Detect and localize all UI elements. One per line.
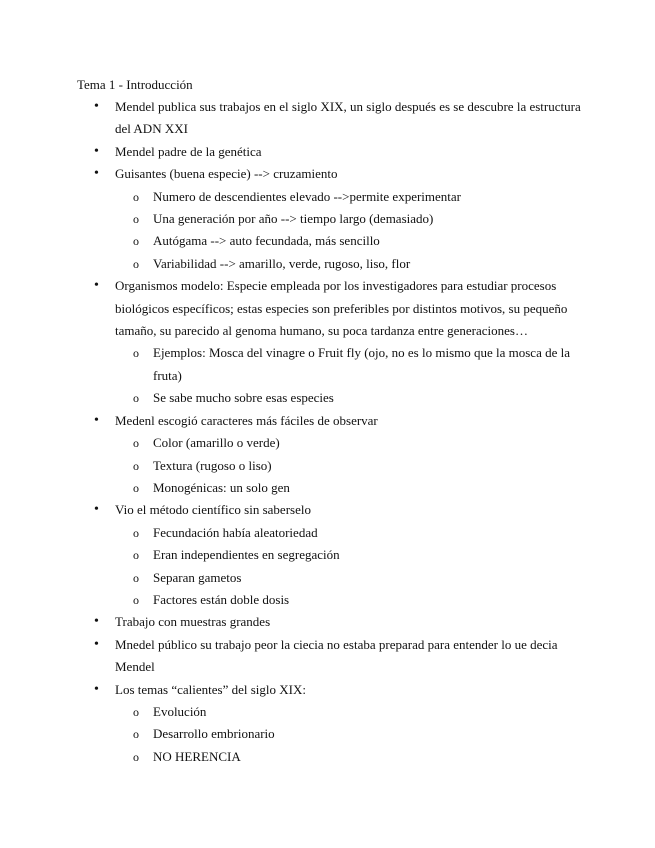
list-item bbox=[0, 141, 585, 163]
sub-list-item-text: o Fecundación había aleatoriedad bbox=[153, 524, 318, 540]
sub-list-item-text: o Evolución bbox=[153, 703, 207, 719]
sub-list-item-text: o Monogénicas: un solo gen bbox=[153, 479, 290, 495]
list-item-text: • Mendel publica sus trabajos en el siglo XIX, un siglo después es se descubre la estructura del ADN XXI bbox=[115, 99, 581, 137]
list-item bbox=[0, 499, 585, 611]
sub-list-item bbox=[115, 723, 585, 745]
sub-list-item bbox=[115, 387, 585, 409]
sub-list bbox=[115, 186, 585, 276]
sub-list-item-text: o Variabilidad --> amarillo, verde, rugoso, liso, flor bbox=[153, 255, 411, 271]
sub-list-item bbox=[115, 208, 585, 230]
list-item-text: • Organismos modelo: Especie empleada por los investigadores para estudiar procesos biológicos específicos; estas especies son preferibles por distintos motivos, su pequeño tamaño, su parecido al genoma humano, su poca tardanza entre generaciones… bbox=[115, 278, 568, 339]
list-item-text: • Mnedel público su trabajo peor la ciecia no estaba preparad para entender lo ue decia Mendel bbox=[115, 636, 558, 675]
sub-list-item-text: o Factores están doble dosis bbox=[153, 591, 290, 607]
list-item bbox=[0, 634, 585, 679]
sub-list-item-text: o NO HERENCIA bbox=[153, 748, 241, 764]
sub-list-item bbox=[115, 253, 585, 275]
sub-list bbox=[115, 701, 585, 768]
sub-list-item bbox=[115, 455, 585, 477]
list-item-text: • Guisantes (buena especie) --> cruzamiento bbox=[115, 166, 338, 182]
sub-list-item-text: o Separan gametos bbox=[153, 569, 242, 585]
list-item-text: • Mendel padre de la genética bbox=[115, 143, 262, 159]
list-item-text: • Los temas “calientes” del siglo XIX: bbox=[115, 681, 306, 697]
sub-list bbox=[115, 342, 585, 409]
sub-list-item-text: o Desarrollo embrionario bbox=[153, 726, 275, 742]
sub-list-item-text: o Autógama --> auto fecundada, más sencillo bbox=[153, 233, 380, 249]
sub-list-item bbox=[115, 342, 585, 387]
sub-list-item bbox=[115, 567, 585, 589]
sub-list-item bbox=[115, 522, 585, 544]
list-item bbox=[0, 679, 585, 769]
sub-list-item-text: o Se sabe mucho sobre esas especies bbox=[153, 390, 334, 406]
sub-list bbox=[115, 522, 585, 612]
sub-list-item-text: o Eran independientes en segregación bbox=[153, 547, 340, 563]
sub-list-item bbox=[115, 701, 585, 723]
sub-list bbox=[115, 432, 585, 499]
main-bullet-list bbox=[0, 96, 655, 768]
list-item bbox=[0, 611, 585, 633]
sub-list-item bbox=[115, 432, 585, 454]
sub-list-item bbox=[115, 746, 585, 768]
list-item-text: • Vio el método científico sin saberselo bbox=[115, 502, 311, 518]
sub-list-item-text: o Ejemplos: Mosca del vinagre o Fruit fly (ojo, no es lo mismo que la mosca de la fruta) bbox=[153, 345, 571, 383]
sub-list-item bbox=[115, 544, 585, 566]
document-title: Tema 1 - Introducción bbox=[77, 77, 193, 92]
sub-list-item-text: o Una generación por año --> tiempo largo (demasiado) bbox=[153, 211, 434, 227]
list-item bbox=[0, 96, 585, 141]
list-item bbox=[0, 163, 585, 275]
sub-list-item bbox=[115, 589, 585, 611]
sub-list-item-text: o Color (amarillo o verde) bbox=[153, 435, 280, 451]
sub-list-item bbox=[115, 230, 585, 252]
list-item bbox=[0, 275, 585, 409]
list-item bbox=[0, 410, 585, 500]
list-item-text: • Trabajo con muestras grandes bbox=[115, 614, 271, 630]
sub-list-item-text: o Textura (rugoso o liso) bbox=[153, 457, 272, 473]
list-item-text: • Medenl escogió caracteres más fáciles de observar bbox=[115, 412, 378, 428]
sub-list-item bbox=[115, 477, 585, 499]
sub-list-item-text: o Numero de descendientes elevado -->permite experimentar bbox=[153, 188, 462, 204]
sub-list-item bbox=[115, 186, 585, 208]
